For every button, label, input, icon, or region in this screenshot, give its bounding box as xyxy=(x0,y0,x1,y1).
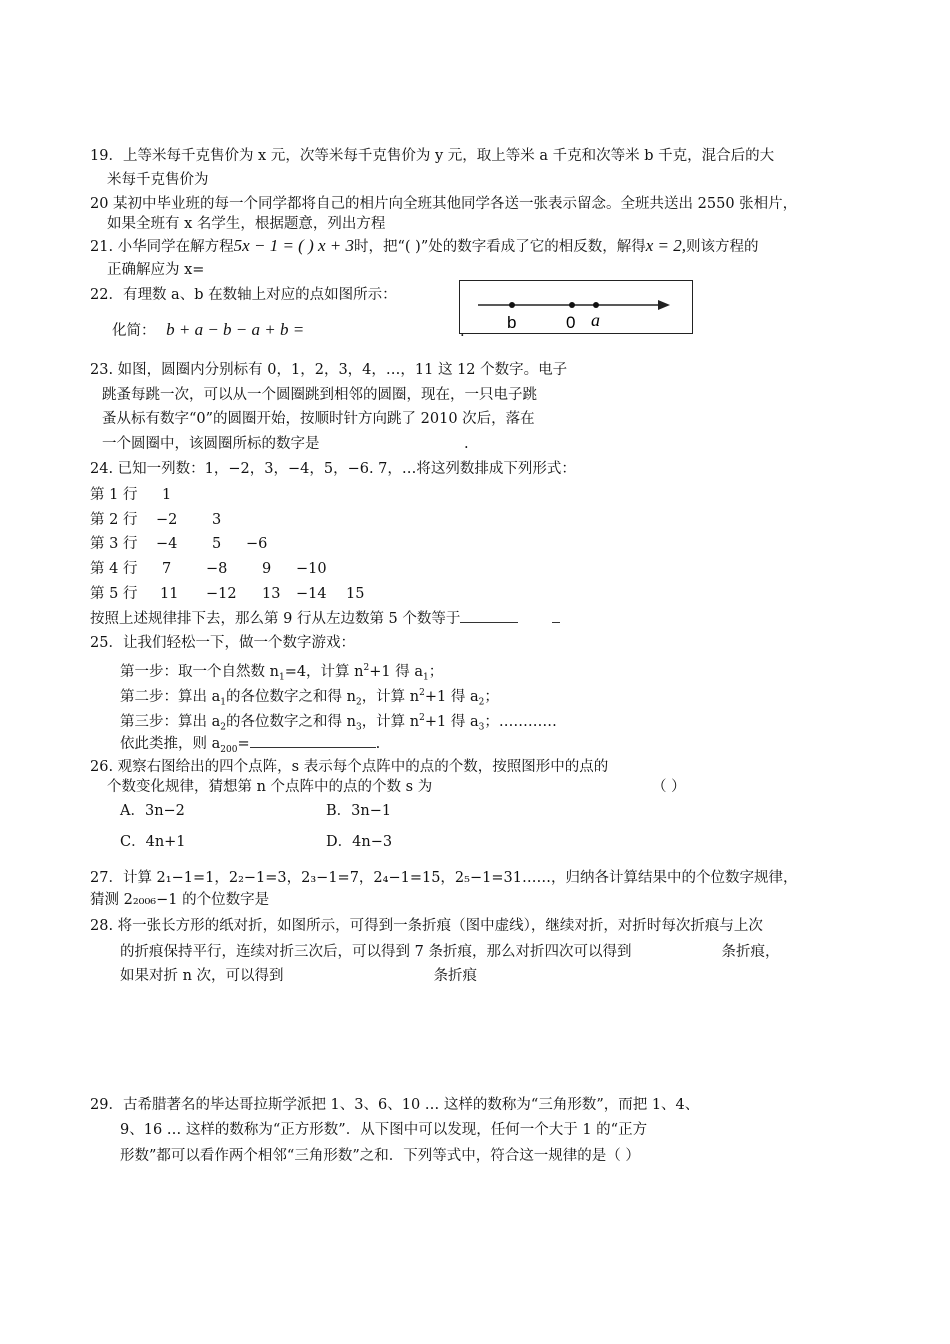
q29-line1: 29．古希腊著名的毕达哥拉斯学派把 1、3、6、10 … 这样的数称为“三角形数”，而把 1、4、 xyxy=(90,1097,700,1113)
q22-dot: . xyxy=(460,324,465,340)
q26-line1: 26. 观察右图给出的四个点阵，s 表示每个点阵中的点的个数，按照图形中的点的 xyxy=(90,759,609,775)
text: 如果对折 n 次，可以得到 xyxy=(120,968,284,984)
number-line-figure xyxy=(459,280,693,334)
subscript: 3 xyxy=(478,722,485,733)
text: 的折痕保持平行，连续对折三次后，可以得到 7 条折痕，那么对折四次可以得到 xyxy=(120,944,632,960)
row-value: −10 xyxy=(296,561,327,577)
q21-prefix: 21. 小华同学在解方程 xyxy=(90,239,234,255)
label-b: b xyxy=(507,313,517,332)
row-value: −14 xyxy=(296,586,327,602)
subscript: 3 xyxy=(355,722,362,733)
superscript: 2 xyxy=(363,663,370,673)
subscript: 2 xyxy=(220,722,226,733)
row-label: 第 4 行 xyxy=(90,561,138,577)
q24-line1: 24. 已知一列数：1，−2，3，−4，5，−6. 7，…将这列数排成下列形式： xyxy=(90,461,576,477)
row-value: −8 xyxy=(206,561,228,577)
answer-blank xyxy=(460,608,518,623)
q21-mid: 时，把“( )”处的数字看成了它的相反数，解得 xyxy=(354,239,646,255)
q21-equation: 5x − 1 = ( ) x + 3 xyxy=(233,236,354,255)
point-a xyxy=(593,302,599,308)
subscript: 200 xyxy=(220,744,238,755)
row-value: 11 xyxy=(160,586,179,602)
row-value: −12 xyxy=(206,586,237,602)
q20-line1: 20 某初中毕业班的每一个同学都将自己的相片向全班其他同学各送一张表示留念。全班共送出 2550 张相片， xyxy=(90,196,798,212)
point-b xyxy=(509,302,515,308)
row-label: 第 2 行 xyxy=(90,512,138,528)
q27-line2: 猜测 2₂₀₀₆−1 的个位数字是 xyxy=(90,892,270,908)
row-value: 3 xyxy=(212,512,222,528)
text: . xyxy=(375,736,381,752)
row-value: 9 xyxy=(262,561,272,577)
q24-row-1 xyxy=(90,485,172,505)
text: 第一步：取一个自然数 n xyxy=(120,663,279,680)
q24-last-text: 按照上述规律排下去，那么第 9 行从左边数第 5 个数等于 xyxy=(90,611,461,627)
arrow-right-icon xyxy=(658,300,670,310)
row-value: 5 xyxy=(212,536,222,552)
q21-solution: x = 2, xyxy=(645,236,687,255)
label-zero: 0 xyxy=(566,313,576,332)
q22-line1: 22．有理数 a、b 在数轴上对应的点如图所示： xyxy=(90,287,397,303)
label-a: a xyxy=(591,310,600,330)
q23-end: . xyxy=(464,436,469,452)
row-value: 7 xyxy=(162,561,172,577)
q25-line1: 25．让我们轻松一下，做一个数字游戏： xyxy=(90,635,355,651)
superscript: 2 xyxy=(419,713,425,723)
row-value: −2 xyxy=(156,512,178,528)
q26-paren: （ ） xyxy=(652,779,686,795)
number-line-svg xyxy=(460,281,692,333)
text: +1 得 a xyxy=(369,663,423,680)
text: ； xyxy=(428,663,444,680)
text: 的各位数字之和得 n xyxy=(226,688,356,705)
row-value: −4 xyxy=(156,536,178,552)
q26-line2: 个数变化规律，猜想第 n 个点阵中的点的个数 s 为 xyxy=(107,779,433,795)
q23-line1: 23. 如图，圆圈内分别标有 0，1，2，3，4，…，11 这 12 个数字。电子 xyxy=(90,362,568,378)
q24-row-3 xyxy=(90,534,268,554)
row-value: 15 xyxy=(346,586,365,602)
subscript: 1 xyxy=(423,672,429,683)
text: 第三步：算出 a xyxy=(120,713,221,730)
q26-option-d: D．4n−3 xyxy=(326,834,393,850)
subscript: 2 xyxy=(355,697,362,708)
text: ；………… xyxy=(484,713,557,730)
q20-line2: 如果全班有 x 名学生，根据题意，列出方程 xyxy=(107,216,386,232)
text: +1 得 a xyxy=(424,688,479,705)
text: +1 得 a xyxy=(424,713,479,730)
q27-line1: 27．计算 2₁−1=1，2₂−1=3，2₃−1=7，2₄−1=15，2₅−1=31……，归纳各计算结果中的个位数字规律， xyxy=(90,870,798,886)
q22-expression: b + a − b − a + b = xyxy=(166,320,305,339)
text: 第二步：算出 a xyxy=(120,688,221,705)
q19-line2: 米每千克售价为 xyxy=(107,172,209,188)
answer-blank xyxy=(552,608,560,623)
q24-row-2 xyxy=(90,510,222,530)
q28-line1: 28. 将一张长方形的纸对折，如图所示，可得到一条折痕（图中虚线），继续对折，对折时每次折痕与上次 xyxy=(90,918,763,934)
q29-line3: 形数”都可以看作两个相邻“三角形数”之和．下列等式中，符合这一规律的是（ ） xyxy=(120,1148,640,1164)
q23-line4: 一个圆圈中，该圆圈所标的数字是 xyxy=(102,436,320,452)
q24-row-4 xyxy=(90,559,327,579)
subscript: 1 xyxy=(278,672,285,683)
q26-option-a: A．3n−2 xyxy=(120,803,185,819)
row-label: 第 5 行 xyxy=(90,586,138,602)
q22-simplify-label: 化简： xyxy=(112,323,156,339)
q24-last xyxy=(90,608,560,629)
text: 条折痕 xyxy=(433,968,478,984)
text: 的各位数字之和得 n xyxy=(226,713,356,730)
q26-option-c: C．4n+1 xyxy=(120,834,186,850)
q26-option-b: B．3n−1 xyxy=(326,803,392,819)
row-label: 第 1 行 xyxy=(90,487,138,503)
text: ； xyxy=(484,688,499,705)
q19-line1: 19．上等米每千克售价为 x 元，次等米每千克售价为 y 元，取上等米 a 千克和次等米 b 千克，混合后的大 xyxy=(90,148,775,164)
text: 依此类推，则 a xyxy=(120,736,221,752)
row-value: 1 xyxy=(162,487,172,503)
q29-line2: 9、16 … 这样的数称为“正方形数”．从下图中可以发现，任何一个大于 1 的“正方 xyxy=(120,1122,648,1138)
superscript: 2 xyxy=(419,688,425,698)
q23-line2: 跳蚤每跳一次，可以从一个圆圈跳到相邻的圆圈，现在，一只电子跳 xyxy=(102,387,537,403)
q22-simplify xyxy=(112,320,304,341)
subscript: 2 xyxy=(478,697,485,708)
point-zero xyxy=(569,302,575,308)
q28-line2 xyxy=(120,942,779,962)
text: 条折痕， xyxy=(721,944,780,960)
q21-suffix: 则该方程的 xyxy=(686,239,759,255)
q25-step4 xyxy=(120,733,380,760)
q28-line3 xyxy=(120,966,477,986)
answer-blank xyxy=(250,733,376,748)
row-label: 第 3 行 xyxy=(90,536,138,552)
text: ，计算 n xyxy=(361,713,420,730)
text: ，计算 n xyxy=(361,688,420,705)
q23-line3: 蚤从标有数字“0”的圆圈开始，按顺时针方向跳了 2010 次后，落在 xyxy=(102,411,535,427)
subscript: 1 xyxy=(220,697,226,708)
row-value: 13 xyxy=(262,586,281,602)
q21-line1 xyxy=(90,236,759,257)
text: =4，计算 n xyxy=(284,663,364,680)
q21-line2: 正确解应为 x= xyxy=(107,262,205,278)
q24-row-5 xyxy=(90,584,365,604)
text: = xyxy=(237,736,250,752)
row-value: −6 xyxy=(246,536,268,552)
